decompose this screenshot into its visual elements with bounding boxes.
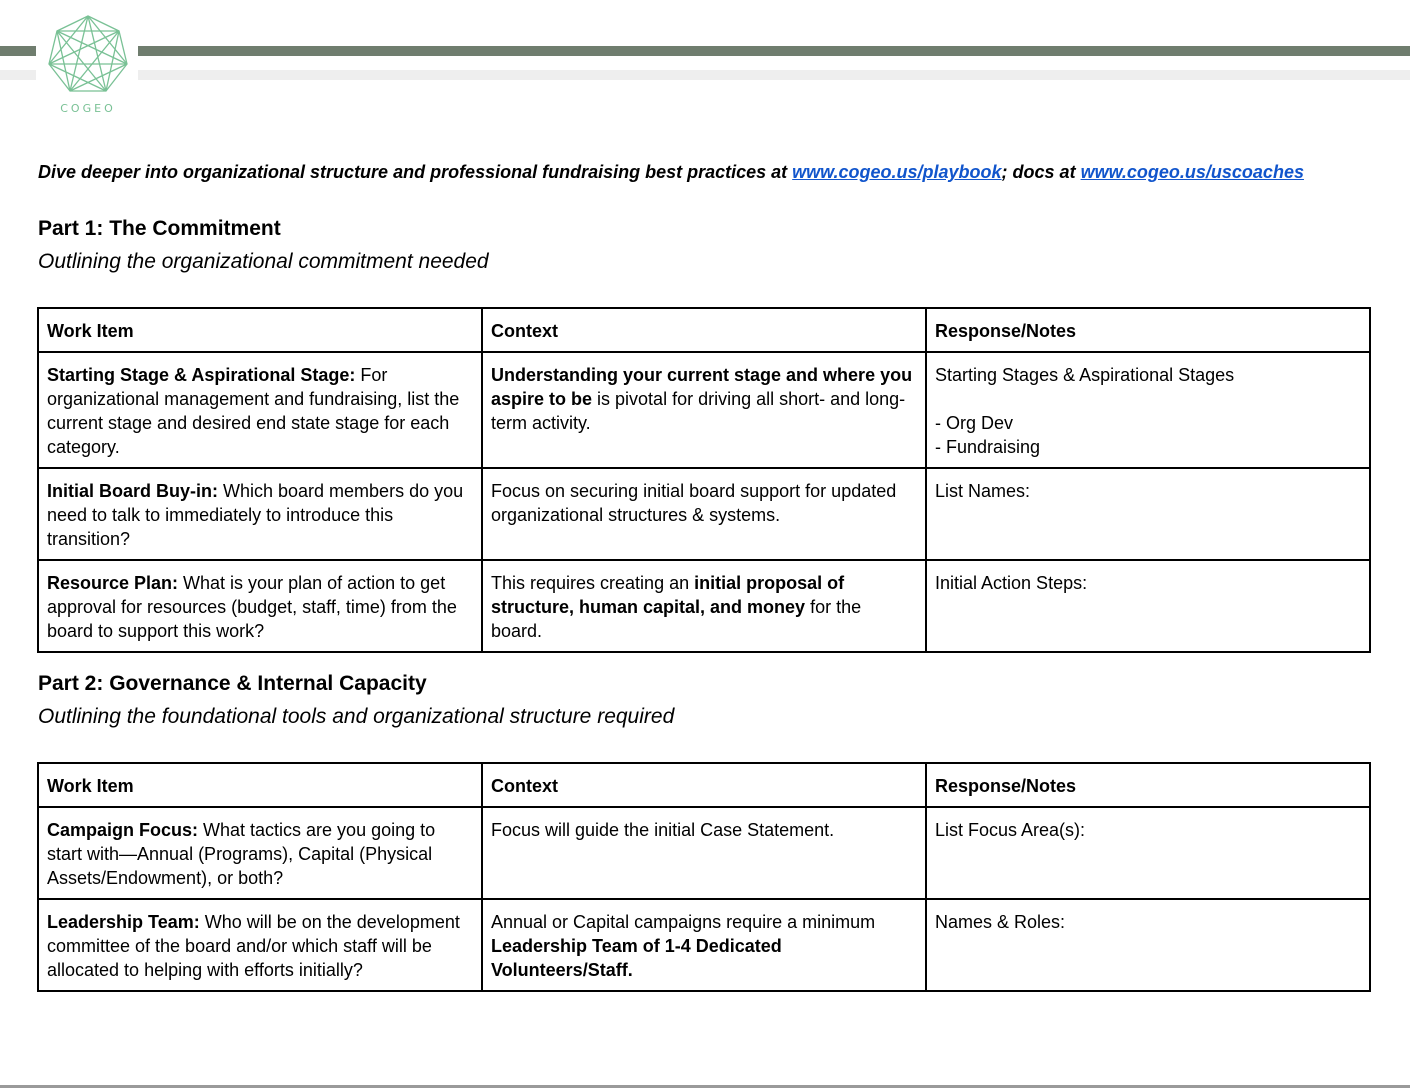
work-item-desc: What tactics are you going to start with—Annual (Programs), Capital (Physical Assets/Endowment), or both? [47,820,436,888]
table-header-row [38,308,1370,352]
work-item-cell [38,560,482,652]
header-context: Context [482,763,926,807]
work-item-label: Initial Board Buy-in: [47,481,218,501]
part1-subtitle: Outlining the organizational commitment needed [38,250,489,273]
context-bold: initial proposal of structure, human capital, and money [491,573,845,617]
work-item-desc: For organizational management and fundraising, list the current stage and desired end state stage for each category. [47,365,460,457]
context-cell [482,352,926,468]
cogeo-logo [44,12,132,120]
playbook-link[interactable]: www.cogeo.us/playbook [792,162,1002,182]
work-item-desc: Which board members do you need to talk to immediately to introduce this transition? [47,481,464,549]
work-item-label: Resource Plan: [47,573,179,593]
context-text: Focus will guide the initial Case Statement. [491,820,835,840]
header-bar-light [138,70,1410,80]
context-cell [482,807,926,899]
intro-text [38,162,1378,183]
heptagon-logo-icon [44,12,132,100]
response-cell[interactable]: Initial Action Steps: [926,560,1370,652]
work-item-cell [38,899,482,991]
work-item-desc: What is your plan of action to get approval for resources (budget, staff, time) from the board to support this work? [47,573,457,641]
response-cell[interactable]: List Focus Area(s): [926,807,1370,899]
uscoaches-link[interactable]: www.cogeo.us/uscoaches [1080,162,1304,182]
work-item-label: Campaign Focus: [47,820,199,840]
header-bar-light-left [0,70,36,80]
work-item-label: Leadership Team: [47,912,200,932]
context-bold: Leadership Team of 1-4 Dedicated Volunteers/Staff. [491,936,782,980]
table-row [38,807,1370,899]
header-bar-dark-left [0,46,36,56]
header-bar-dark [138,46,1410,56]
work-item-cell [38,807,482,899]
intro-text-before: Dive deeper into organizational structure and professional fundraising best practices at [38,162,793,182]
part2-title: Part 2: Governance & Internal Capacity [38,672,427,695]
context-text: Annual or Capital campaigns require a minimum [491,912,876,932]
table-header-row [38,763,1370,807]
header-context: Context [482,308,926,352]
context-bold: Understanding your current stage and where you aspire to be [491,365,913,409]
table-row [38,899,1370,991]
response-cell[interactable]: List Names: [926,468,1370,560]
context-cell [482,899,926,991]
context-text: This requires creating an [491,573,695,593]
intro-text-middle: ; docs at [1001,162,1081,182]
context-cell [482,468,926,560]
context-cell [482,560,926,652]
response-cell[interactable]: Names & Roles: [926,899,1370,991]
header-work-item: Work Item [38,763,482,807]
work-item-cell [38,352,482,468]
response-cell[interactable]: Starting Stages & Aspirational Stages - Org Dev - Fundraising [926,352,1370,468]
work-item-desc: Who will be on the development committee of the board and/or which staff will be allocated to helping with efforts initially? [47,912,460,980]
work-item-label: Starting Stage & Aspirational Stage: [47,365,356,385]
context-text: Focus on securing initial board support for updated organizational structures & systems. [491,481,897,525]
work-item-cell [38,468,482,560]
context-text-after: is pivotal for driving all short- and long-term activity. [491,389,906,433]
table-row [38,352,1370,468]
part2-subtitle: Outlining the foundational tools and organizational structure required [38,705,675,728]
table-row [38,560,1370,652]
logo-text: COGEO [60,102,116,115]
table-row [38,468,1370,560]
context-text-after: for the board. [491,597,862,641]
part1-table [37,307,1371,653]
header-work-item: Work Item [38,308,482,352]
header-response: Response/Notes [926,763,1370,807]
part1-title: Part 1: The Commitment [38,217,281,240]
part2-table [37,762,1371,992]
header-response: Response/Notes [926,308,1370,352]
